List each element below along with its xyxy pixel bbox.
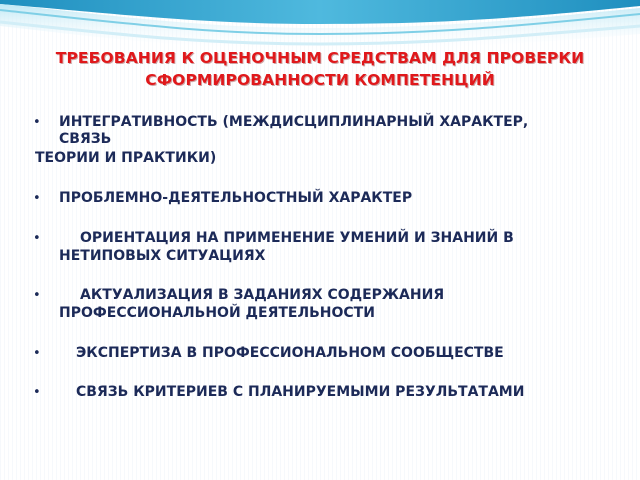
bullet-icon: • [33, 288, 41, 303]
bullet-icon: • [33, 115, 41, 130]
list-item-text: НЕТИПОВЫХ СИТУАЦИЯХ [59, 248, 266, 264]
list-item-text: ПРОБЛЕМНО-ДЕЯТЕЛЬНОСТНЫЙ ХАРАКТЕР [59, 190, 413, 206]
title-line-1: ТРЕБОВАНИЯ К ОЦЕНОЧНЫМ СРЕДСТВАМ ДЛЯ ПРОВЕРКИ [55, 49, 585, 67]
bullet-icon: • [33, 191, 41, 206]
list-item-text: ИНТЕГРАТИВНОСТЬ (МЕЖДИСЦИПЛИНАРНЫЙ ХАРАКТЕР, [59, 114, 529, 130]
bullet-icon: • [33, 385, 41, 400]
title-line-2: СФОРМИРОВАННОСТИ КОМПЕТЕНЦИЙ [145, 71, 495, 89]
list-item-text: ПРОФЕССИОНАЛЬНОЙ ДЕЯТЕЛЬНОСТИ [59, 305, 375, 321]
list-item-text: ОРИЕНТАЦИЯ НА ПРИМЕНЕНИЕ УМЕНИЙ И ЗНАНИЙ В [80, 230, 514, 246]
list-item-text: ЭКСПЕРТИЗА В ПРОФЕССИОНАЛЬНОМ СООБЩЕСТВЕ [76, 345, 504, 361]
list-item-text: ТЕОРИИ И ПРАКТИКИ) [35, 150, 217, 166]
list-item-text: СВЯЗЬ КРИТЕРИЕВ С ПЛАНИРУЕМЫМИ РЕЗУЛЬТАТАМИ [76, 384, 525, 400]
list-item-text: АКТУАЛИЗАЦИЯ В ЗАДАНИЯХ СОДЕРЖАНИЯ [80, 287, 445, 303]
bullet-icon: • [33, 346, 41, 361]
bullet-icon: • [33, 231, 41, 246]
list-item-text: СВЯЗЬ [59, 131, 112, 147]
